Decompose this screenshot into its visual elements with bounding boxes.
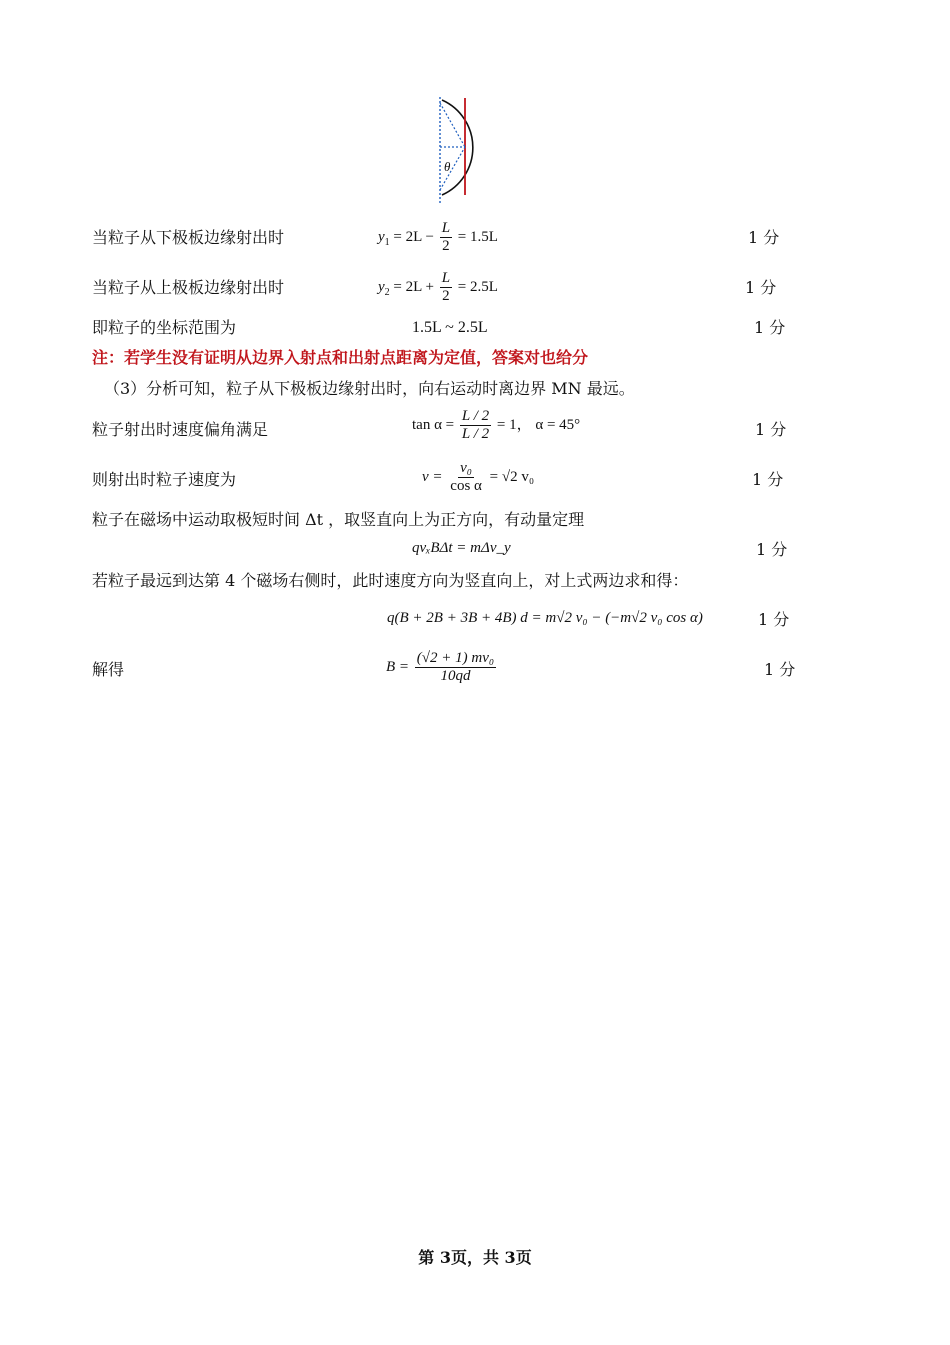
grading-note: 注：若学生没有证明从边界入射点和出射点距离为定值，答案对也给分 [92,348,589,367]
range-equation: 1.5L ~ 2.5L [412,319,488,336]
row-angle [0,408,950,448]
page-footer: 第 3页，共 3页 [418,1248,532,1267]
range-score: 1 分 [754,318,786,337]
lower-edge-score: 1 分 [748,228,780,247]
circle-diagram [425,95,525,205]
speed-equation: v = $\frac{\text{v₀}}{\text{cos α}}$ = √2 v₀ [422,460,535,494]
part3-intro: （3）分析可知，粒子从下极板边缘射出时，向右运动时离边界 MN 最远。 [104,379,635,398]
speed-score: 1 分 [752,470,784,489]
angle-score: 1 分 [755,420,787,439]
row-upper-edge [0,270,950,310]
angle-label-text: 粒子射出时速度偏角满足 [92,420,269,439]
solve-label: 解得 [92,660,125,679]
row-sum [0,608,950,648]
sum-score: 1 分 [758,610,790,629]
fourth-field-text: 若粒子最远到达第 4 个磁场右侧时，此时速度方向为竖直向上，对上式两边求和得： [92,571,689,590]
lower-edge-equation: $y_1 = 2L$ − $\frac{L}{2}$ = 1.5L [378,220,498,254]
upper-edge-score: 1 分 [745,278,777,297]
speed-label: 则射出时粒子速度为 [92,470,237,489]
lower-edge-label: 当粒子从下极板边缘射出时 [92,228,285,247]
range-label: 即粒子的坐标范围为 [92,318,237,337]
angle-label: θ [444,159,451,174]
sum-equation: q(B + 2B + 3B + 4B) d = m√2 v₀ − (−m√2 v₀ cos α) [387,610,703,626]
angle-equation: tan α = $\frac{L / 2}{L / 2}$ = 1， α = 45° [412,408,581,442]
solve-score: 1 分 [764,660,796,679]
momentum-intro: 粒子在磁场中运动取极短时间 Δt ，取竖直向上为正方向，有动量定理 [92,510,585,529]
row-lower-edge [0,220,950,260]
row-speed [0,460,950,500]
momentum-equation: qvₓBΔt = mΔv_y [412,540,511,556]
row-solve [0,650,950,690]
upper-edge-label: 当粒子从上极板边缘射出时 [92,278,285,297]
solve-equation: B = $\frac{\text{(√2 + 1) mv₀}}{10qd}$ [386,650,495,684]
ray-upper-dotted [440,103,465,147]
upper-edge-equation: $y_2 = 2L$ + $\frac{L}{2}$ = 2.5L [378,270,498,304]
momentum-score: 1 分 [756,540,788,559]
